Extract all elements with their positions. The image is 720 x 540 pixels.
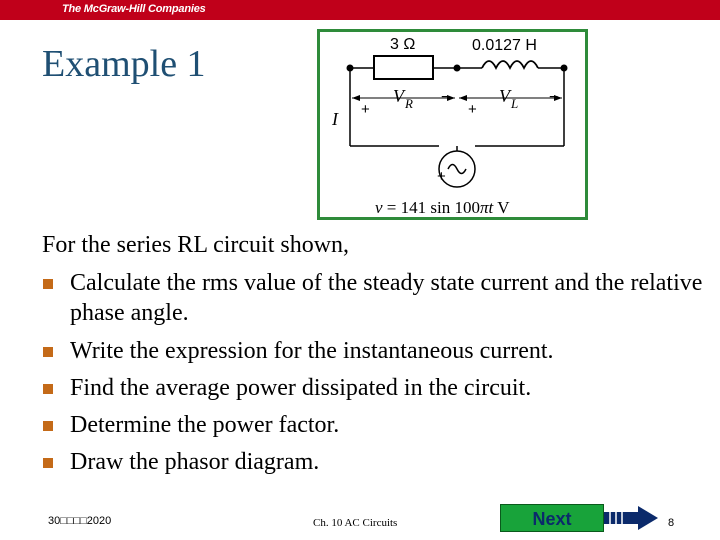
bullet-icon bbox=[43, 279, 53, 289]
circuit-frame bbox=[319, 31, 587, 219]
bullet-list bbox=[42, 268, 720, 477]
vl-label: V bbox=[499, 86, 510, 106]
inductor-label: 0.0127 H bbox=[472, 37, 537, 54]
vl-minus: − bbox=[549, 89, 559, 106]
footer-chapter: Ch. 10 AC Circuits bbox=[313, 517, 398, 529]
bullet-item: Draw the phasor diagram. bbox=[42, 447, 720, 477]
resistor-label: 3 Ω bbox=[390, 36, 416, 53]
vr-label: V bbox=[393, 86, 404, 106]
bullet-icon bbox=[43, 347, 53, 357]
vr-sub: R bbox=[405, 96, 413, 111]
current-label: I bbox=[332, 109, 338, 129]
bullet-icon bbox=[43, 458, 53, 468]
bullet-item: Write the expression for the instantaneous current. bbox=[42, 336, 720, 366]
next-button[interactable] bbox=[500, 504, 658, 534]
bullet-icon bbox=[43, 421, 53, 431]
page-number: 8 bbox=[668, 517, 675, 529]
bullet-item: Determine the power factor. bbox=[42, 410, 720, 440]
vl-sub: L bbox=[511, 96, 519, 111]
next-button-label[interactable]: Next bbox=[500, 504, 604, 532]
bullet-icon bbox=[43, 384, 53, 394]
vr-plus: + bbox=[361, 101, 370, 118]
node-dot bbox=[454, 65, 461, 72]
arrow-right-icon[interactable] bbox=[604, 504, 658, 532]
slide-title: Example 1 bbox=[42, 43, 206, 85]
intro-text: For the series RL circuit shown, bbox=[42, 232, 350, 258]
header-bar bbox=[0, 0, 720, 20]
brand-logo: The McGraw-Hill Companies bbox=[62, 3, 206, 15]
footer-date: 30□□□□2020 bbox=[48, 515, 112, 527]
resistor-symbol bbox=[374, 56, 433, 79]
bullet-item: Calculate the rms value of the steady state current and the relative phase angle. bbox=[42, 268, 720, 328]
vr-minus: − bbox=[441, 89, 451, 106]
source-equation: v = 141 sin 100πt V bbox=[375, 198, 510, 217]
circuit-diagram bbox=[317, 29, 588, 220]
source-plus: + bbox=[437, 168, 446, 185]
vl-plus: + bbox=[468, 101, 477, 118]
bullet-item: Find the average power dissipated in the circuit. bbox=[42, 373, 720, 403]
